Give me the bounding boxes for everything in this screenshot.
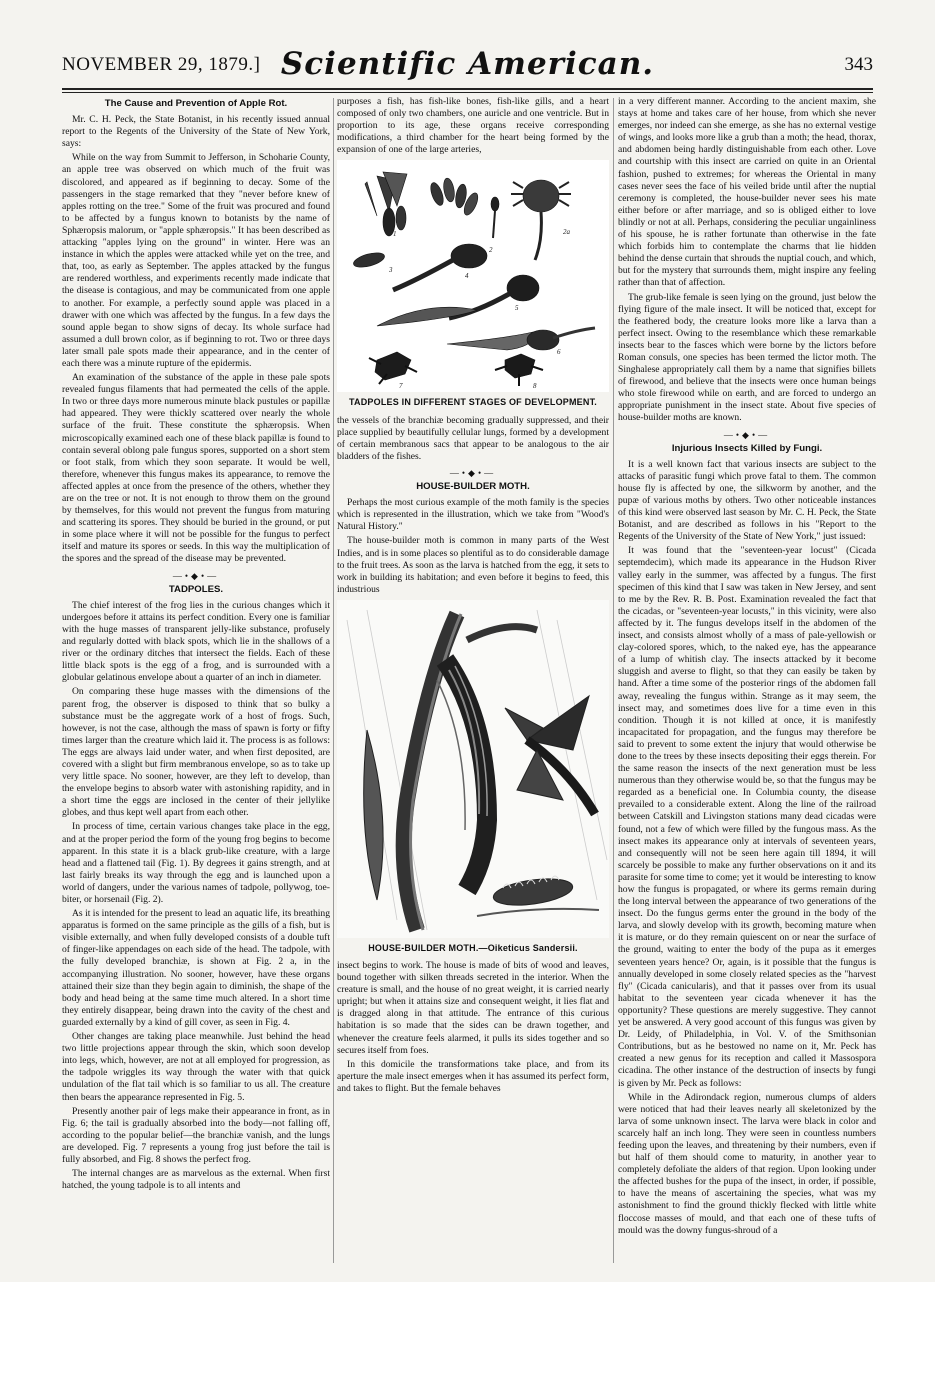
- moth-illustration: [337, 600, 609, 938]
- paragraph: While in the Adirondack region, numerous clumps of alders were noticed that had their leaves nearly all skeletonized by the larva of some unknown insect. The larva were black in color and scarcely half an inch long. They were seen in countless numbers feeding upon the leaves, and threatening by their numbers, even if but half of them should come to maturity, in another year to completely defoliate the alders of that region. Upon looking under the affected bushes for the pupa of the insect, in order, if possible, to have the means of ascertaining the species, what was my astonishment to find the ground thickly flecked with little white floccose masses of mould, and that each one of these tufts of mould was the downy fungus-shroud of a: [618, 1091, 876, 1236]
- column-2: [337, 96, 609, 1266]
- lower-blank-area: [0, 1282, 935, 1390]
- figure-label: 8: [533, 382, 537, 391]
- paragraph: In this domicile the transformations take place, and from its aperture the male insect emerges when it has assumed its perfect form, and takes to flight. But the female behaves: [337, 1058, 609, 1094]
- figure-label: 6: [557, 348, 561, 357]
- figure-label: 5: [515, 304, 519, 313]
- paragraph: Other changes are taking place meanwhile. Just behind the head two little projections appear through the skin, which soon develop into legs, which, however, are not at all employed for progression, as the tadpole wriggles its way through the water with that quick undulation of the flat tail which is so familiar to us all. The creature then bears the appearance represented in Fig. 5.: [62, 1031, 330, 1103]
- column-divider: [613, 98, 614, 1263]
- paragraph: While on the way from Summit to Jefferson, in Schoharie County, an apple tree was observed on which much of the fruit was discolored, and appeared as if beginning to decay. Some of the passengers in the stage remarked that they "never before knew of apples rotting on the tree." Some of the fruit was procured and found to be affected by a fungus known to botanists by the name of Sphæropsis malorum, or "apple sphæropsis." It has been described as attacking "apples lying on the ground" in winter. Here was an instance in which the apples were attacked while yet on the tree, and that, too, as early as September. The apples attacked by the fungus are rendered worthless, and experiments recently made indicate that the disease is contagious, and may be communicated from one apple to another. For example, a perfectly sound apple was placed in a drawer with one which was affected by the fungus. In a few days the sound apple began to show signs of decay. Its whole surface had assumed a dull brown color, as if beginning to rot. Two or three days later small pale spots made their appearance, and in the center of each there was a minute rupture of the epidermis.: [62, 152, 330, 369]
- moth-drawing: [337, 600, 609, 938]
- paragraph: The house-builder moth is common in many parts of the West Indies, and is in some places so plentiful as to do considerable damage to the fruit trees. As soon as the larva is hatched from the egg, it sets to work in building its habitation; and even before it begins to feed, this industrious: [337, 535, 609, 595]
- figure-label: 7: [399, 382, 403, 391]
- section-separator: —•◆•—: [172, 570, 220, 581]
- tadpoles-illustration: [337, 160, 609, 392]
- section-separator: —•◆•—: [723, 429, 771, 440]
- figure-label: 4: [465, 272, 469, 281]
- paragraph: As it is intended for the present to lead an aquatic life, its breathing apparatus is formed on the same principle as the gills of a fish, but is visible externally, and when fully developed consists of a double tuft of finger-like appendages on each side of the head. The tadpole, with the fully developed branchiæ, is shown at Fig. 2 a, in the accompanying illustration. No sooner, however, have these organs attained their size than they begin again to diminish, the shape of the body and head being at the same time much altered. In a short time they entirely disappear, being drawn into the cavity of the chest and guarded externally by a kind of gill cover, as seen in Fig. 4.: [62, 908, 330, 1028]
- figure-label: 2: [489, 246, 493, 255]
- header-rule: [62, 88, 873, 90]
- figure-label: 2a: [563, 228, 570, 237]
- article-title-apple-rot: The Cause and Prevention of Apple Rot.: [104, 98, 288, 109]
- masthead-title: Scientific American.: [280, 46, 655, 82]
- section-separator: —•◆•—: [449, 467, 497, 478]
- paragraph: in a very different manner. According to the ancient maxim, she stays at home and takes care of her house, from which she never emerges, nor indeed can she emerge, as she has no external vestige of wings, and looks more like a grub than a moth; the head, thorax, and abdomen being hardly distinguishable from each other. Love and courtship with this insect are carried on quite in an Oriental fashion, pushed to extremes; for whereas the Oriental in many cases never sees the face of his veiled bride until after the nuptial ceremony is completed, the house-builder never sees his mate either before or after marriage, and so is obliged either to love blindly or not at all. Perhaps, considering the peculiar ungainliness of his spouse, he is rather fortunate than otherwise in the fate which forbids him to contemplate the charms that lie hidden behind the dense curtain that shrouds the nuptial couch, and which, but for the mystery that surrounds them, might inspire any feeling rather than that of affection.: [618, 96, 876, 289]
- paragraph: Perhaps the most curious example of the moth family is the species which is represented in the illustration, which we take from "Wood's Natural History.": [337, 497, 609, 533]
- tadpoles-caption: TADPOLES IN DIFFERENT STAGES OF DEVELOPMENT.: [349, 397, 597, 408]
- paragraph: Mr. C. H. Peck, the State Botanist, in his recently issued annual report to the Regents of the University of the State of New York, says:: [62, 114, 330, 150]
- paragraph: It was found that the "seventeen-year locust" (Cicada septemdecim), which made its appearance in the Hudson River valley early in the summer, was affected by a fungus. The first specimen of this kind that I saw was taken in New Jersey, and sent to me by the Rev. R. B. Post. Examination revealed the fact that the cicadas, or "seventeen-year locusts," in this vicinity, were also affected by it. The fungus develops itself in the abdomen of the insect, and consists almost wholly of a mass of pale-yellowish or clay-colored spores, which, to the naked eye, has the appearance of a lump of whitish clay. The insects attacked by it become sluggish and averse to flight, so that they can easily be taken by hand. After a time some of the posterior rings of the abdomen fall away, revealing the fungus within. Strange as it may seem, the insect may, and sometimes does live for a time even in this condition. Though it is not killed at once, it is manifestly incapacitated for propagation, and the fungus may therefore be said to prevent to some extent the injury that would otherwise be done to the trees by these insects depositing their eggs therein. For the same reason the insects of the next generation must be less numerous than they otherwise would be, so that the fungus may be regarded as a beneficial one. In Columbia county, the disease prevailed to a considerable extent. Along the line of the railroad between Catskill and Livingston stations many dead cicadas were found, not a few of which were filled by the fungous mass. As the insect makes its appearance only at intervals of seventeen years, and consequently will not be seen here again till 1894, it will scarcely be possible to make any further observations on it and its parasite for some time to come; yet it would be interesting to know how the fungus is propagated, or where its germs remain during the long interval between the appearance of two generations of the insect. Do the fungus germs enter the ground in the body of the larva, and slowly develop with its growth, becoming mature when it is mature, or do they remain quiescent on or near the surface of the ground, waiting to enter the body of the pupa as it emerges seventeen years hence? Or, again, is it possible that the fungus is annually developed in some closely related species as the "harvest fly" (Cicada canicularis), and that it passes over from its usual habitat to the seventeen year cicada whenever it has the opportunity? These questions are merely suggestive. They cannot yet be answered. A very good account of this fungus was given by Dr. Leidy, of Philadelphia, in Vol. V. of the Smithsonian Contributions, but as he bestowed no name on it, Mr. Peck has created a new genus for its reception and called it Massospora cicadina. The other instance of the destruction of insects by fungi is given by Mr. Peck as follows:: [618, 545, 876, 1089]
- paragraph: On comparing these huge masses with the dimensions of the parent frog, the observer is disposed to think that so bulky a substance must be the aggregate work of a host of frogs. Such, however, is not the case, although the mass of spawn is forty or fifty times larger than the creature which laid it. The process is as follows: The eggs are always laid under water, and when first deposited, are covered with a slight but firm membranous envelope, so as to take up very little space. No sooner, however, are they left to develop, than the envelope begins to absorb water with astonishing rapidity, and in a short time the eggs are inclosed in the center of their jellylike globes, and thus kept well apart from each other.: [62, 686, 330, 819]
- page-header: [62, 44, 873, 90]
- moth-caption: HOUSE-BUILDER MOTH.—Oiketicus Sandersii.: [368, 942, 578, 953]
- article-title-moth: HOUSE-BUILDER MOTH.: [416, 481, 530, 493]
- paragraph: the vessels of the branchiæ becoming gradually suppressed, and their place supplied by beautifully cellular lungs, formed by a development of certain membranous sacs that appear to be analogous to the air bladders of the fishes.: [337, 414, 609, 462]
- article-title-insects-fungi: Injurious Insects Killed by Fungi.: [671, 442, 823, 454]
- header-date: NOVEMBER 29, 1879.]: [62, 54, 261, 75]
- paragraph: An examination of the substance of the apple in these pale spots revealed fungus filaments that had permeated the cells of the apple. In two or three days more numerous minute black pustules or papillæ had appeared. They were thickly scattered over nearly the whole surface of the fruit. These constitute the sphæropsis. When microscopically examined each one of these black papillæ is found to contain several oblong pale fungus spores, supported on a short stem or foot stalk, from which they soon separate. It would be well, therefore, whenever this fungus makes its appearance, to remove the affected apples at once from the presence of the others, whether they are on the tree or not. It is not enough to throw them on the ground by themselves, for this would not prevent the fungus from maturing and scattering its spores. They should be buried in the ground, or put in some place where it will not be possible for the fungus to perfect itself and mature its spores or seeds. In this way the multiplication of the spores and the spread of the disease may be prevented.: [62, 372, 330, 565]
- tadpoles-drawing: [337, 160, 609, 392]
- paragraph: It is a well known fact that various insects are subject to the attacks of parasitic fungi which prove fatal to them. The common house fly is affected by one, the silkworm by another, and the pupæ of various moths by others. Two other noticeable instances of this kind were observed last season by Mr. C. H. Peck, the State Botanist, and are described as follows in his "Report to the Regents of the University of the State of New York," just issued:: [618, 458, 876, 543]
- column-3: [618, 96, 876, 1266]
- paragraph: The chief interest of the frog lies in the curious changes which it undergoes before it attains its perfect condition. Every one is familiar with the huge masses of transparent jelly-like substance, profusely and regularly dotted with black spots, which lie in the shallows of a river or the ordinary ditches that intersect the fields. Each of these little black spots is the egg of a frog, and is surrounded with a globular gelatinous envelope about a quarter of an inch in diameter.: [62, 599, 330, 684]
- header-rule-thin: [62, 92, 873, 93]
- paragraph: insect begins to work. The house is made of bits of wood and leaves, bound together with silken threads secreted in the interior. When the creature is small, and the house of no great weight, it is carried nearly upright; but when it attains size and consequent weight, it lies flat and is dragged along in that attitude. The entrance of this curious habitation is so made that the sides can be drawn together, and whenever the creature feels alarmed, it pulls its sides together and so secures itself from foes.: [337, 959, 609, 1056]
- figure-label: 3: [389, 266, 393, 275]
- figure-label: 1: [393, 230, 397, 239]
- paragraph: purposes a fish, has fish-like bones, fish-like gills, and a heart composed of only two chambers, one auricle and one ventricle. But in proportion to its age, these organs receive corresponding modifications, a third chamber for the heart being formed by the expansion of one of the large arteries,: [337, 96, 609, 156]
- page-number: 343: [844, 54, 873, 75]
- paragraph: In process of time, certain various changes take place in the egg, and at the proper period the form of the young frog begins to become apparent. In this state it is a black grub-like creature, with a large head and a flattened tail (Fig. 1). By degrees it gains strength, and at last fairly breaks its way through the egg and is launched upon a world of dangers, under the various names of tadpole, pollywog, toe-biter, or horsenail (Fig. 2).: [62, 821, 330, 905]
- article-title-tadpoles: TADPOLES.: [168, 583, 224, 595]
- paragraph: The grub-like female is seen lying on the ground, just below the flying figure of the male insect. It will be noticed that, except for the feathered body, the creature looks more like a larva than a perfect insect. Owing to the resemblance which these remarkable insects bear to the fasces which were borne by the lictors before Roman consuls, one species has been termed the lictor moth. The Singhalese appropriately call them by a name that signifies billets of firewood, and believe that the insects were once human beings who stole firewood while on earth, and are forced to undergo an appropriate punishment in the insect state. About five species of house-builder moths are known.: [618, 291, 876, 424]
- column-1: [62, 96, 330, 1266]
- paragraph: The internal changes are as marvelous as the external. When first hatched, the young tadpole is to all intents and: [62, 1168, 330, 1192]
- column-divider: [333, 98, 334, 1263]
- paragraph: Presently another pair of legs make their appearance in front, as in Fig. 6; the tail is gradually absorbed into the body—not falling off, according to the popular belief—the branchiæ vanish, and the lungs are developed. Fig. 7 represents a young frog just before the tail is fully absorbed, and Fig. 8 shows the perfect frog.: [62, 1105, 330, 1165]
